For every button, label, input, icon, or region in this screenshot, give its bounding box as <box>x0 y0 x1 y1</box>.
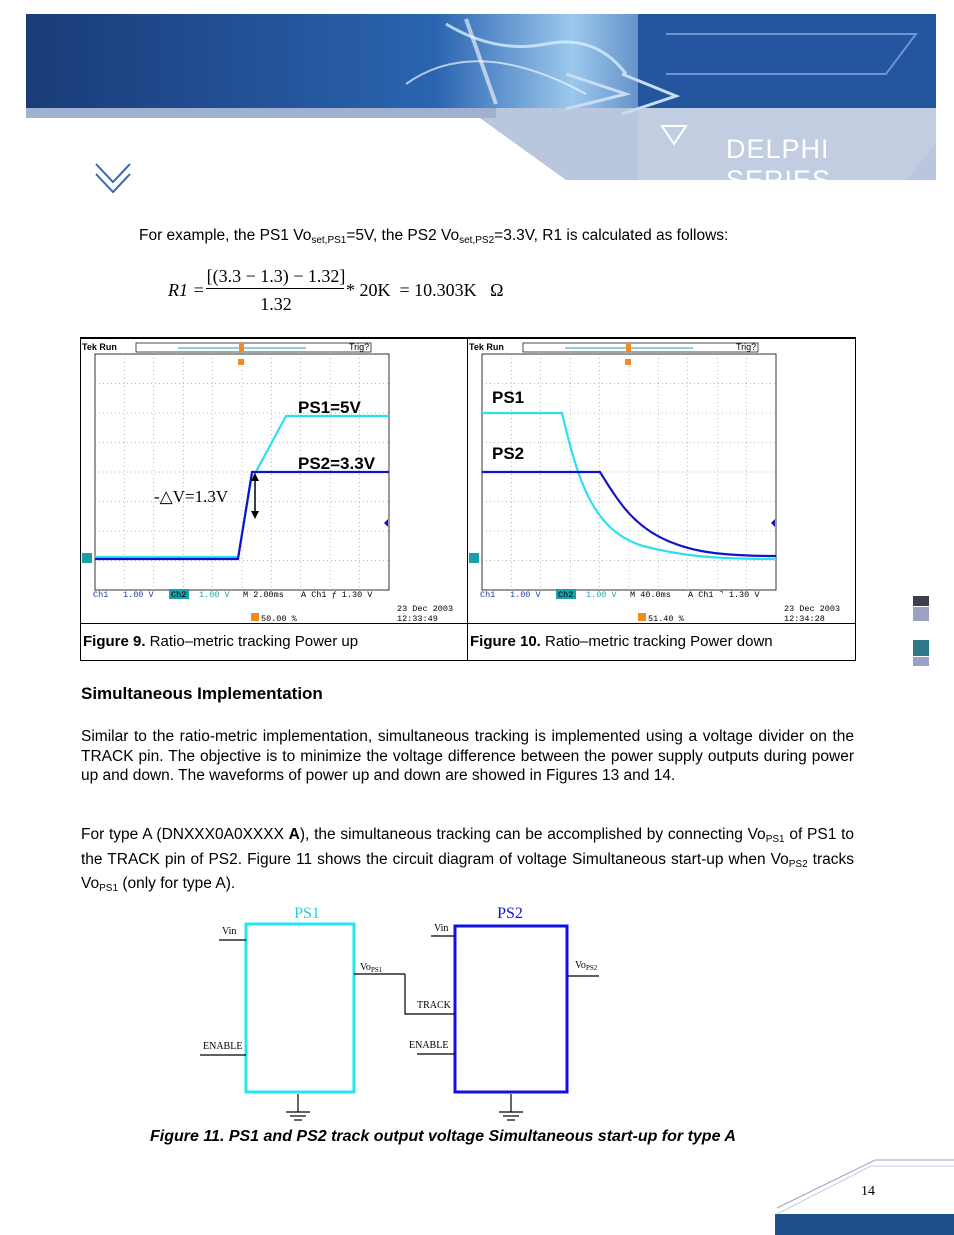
section-paragraph-1: Similar to the ratio-metric implementation, simultaneous tracking is implemented using a voltage divider on the TRACK pin. The objective is to minimize the voltage difference between the power supply outputs during power up and down. The waveforms of power up and down are showed in Figures 13 and 14. <box>81 728 854 784</box>
equation-lhs: R1 = <box>168 280 205 300</box>
scope-power-down <box>468 341 853 623</box>
svg-text:12:33:49: 12:33:49 <box>397 614 438 623</box>
ps2-title: PS2 <box>497 905 523 922</box>
svg-text:M 2.00ms: M 2.00ms <box>243 590 284 600</box>
fraction-bar <box>206 288 344 289</box>
side-tab <box>913 607 929 621</box>
svg-text:TRACK: TRACK <box>417 1000 451 1011</box>
svg-text:Ch1: Ch1 <box>480 590 496 600</box>
ps2-block <box>455 926 567 1092</box>
side-tab <box>913 596 929 606</box>
ps1-title: PS1 <box>294 905 320 922</box>
scope2-trig: Trig? <box>736 342 757 352</box>
svg-text:Vin: Vin <box>434 923 449 934</box>
channel2-marker-icon <box>469 553 479 563</box>
label-ps2: PS2 <box>492 444 525 463</box>
header-banner <box>26 14 936 195</box>
figure11-caption: Figure 11. PS1 and PS2 track output voltage Simultaneous start-up for type A <box>150 1128 736 1145</box>
figure9-caption: Figure 9. Ratio–metric tracking Power up <box>83 633 359 650</box>
scope2-status: Tek Run <box>469 342 504 352</box>
svg-text:1.00 V: 1.00 V <box>199 590 230 600</box>
svg-text:M 40.0ms: M 40.0ms <box>630 590 671 600</box>
svg-text:Ch2: Ch2 <box>171 590 187 600</box>
equation-numerator: [(3.3 − 1.3) − 1.32] <box>206 266 346 286</box>
svg-text:ENABLE: ENABLE <box>203 1041 243 1052</box>
svg-text:ENABLE: ENABLE <box>409 1040 449 1051</box>
svg-text:51.40 %: 51.40 % <box>648 614 684 623</box>
ps2-trace <box>95 472 389 559</box>
ps1-block <box>246 924 354 1092</box>
equation-denominator: 1.32 <box>260 294 292 314</box>
svg-text:1.00 V: 1.00 V <box>586 590 617 600</box>
scope1-trig: Trig? <box>349 342 370 352</box>
label-ps1: PS1 <box>492 388 525 407</box>
svg-text:VoPS2: $Vo_{PS2}$ <box>575 960 598 972</box>
channel2-marker-icon <box>82 553 92 563</box>
circuit-diagram <box>195 900 615 1128</box>
svg-text:VoPS1: $Vo_{PS1}$ <box>360 962 383 974</box>
svg-text:12:34:28: 12:34:28 <box>784 614 825 623</box>
ground-icon <box>499 1094 523 1120</box>
section-paragraph-2: For type A (DNXXX0A0XXXX A), the simultaneous tracking can be accomplished by connecting $Vo_{PS1}$ of PS1 to the TRACK pin of PS2. Figure 11 shows the circuit diagram of voltage Simultaneous start-up when $Vo_{PS2}$ tracks $Vo_{PS1}$ (only for type A). <box>81 826 854 894</box>
section-heading: Simultaneous Implementation <box>81 684 323 703</box>
svg-text:1.00 V: 1.00 V <box>510 590 541 600</box>
svg-text:50.00 %: 50.00 % <box>261 614 297 623</box>
ground-icon <box>286 1094 310 1120</box>
side-tab <box>913 657 929 666</box>
side-tab <box>913 640 929 656</box>
svg-text:23 Dec 2003: 23 Dec 2003 <box>784 604 841 614</box>
label-ps2: PS2=3.3V <box>298 454 376 473</box>
chevron-down-icon <box>94 160 132 196</box>
table-divider-horizontal <box>81 623 855 624</box>
ps2-trace <box>482 472 776 556</box>
svg-text:1.00 V: 1.00 V <box>123 590 154 600</box>
figure10-caption: Figure 10. Ratio–metric tracking Power down <box>470 633 773 650</box>
svg-text:Ch2: Ch2 <box>558 590 574 600</box>
page-number: 14 <box>861 1184 875 1199</box>
brand-title: DELPHI SERIES <box>726 134 832 195</box>
scope1-status: Tek Run <box>82 342 117 352</box>
scope-power-up <box>81 341 466 623</box>
trigger-marker-icon <box>626 343 631 352</box>
figure-table <box>80 337 856 661</box>
svg-text:Ch1: Ch1 <box>93 590 109 600</box>
intro-text: For example, the PS1 $Vo_{set,PS1}=5V$, the PS2 $Vo_{set,PS2}=3.3V$, R1 is calculated as follows: <box>139 227 729 246</box>
svg-text:Vin: Vin <box>222 926 237 937</box>
equation <box>168 266 528 316</box>
svg-text:A Ch1 ⌝ 1.30 V: A Ch1 ⌝ 1.30 V <box>688 590 760 600</box>
delta-v-label: -△V=1.3V <box>154 487 229 506</box>
equation-rhs: * 20K = 10.303K Ω <box>346 280 504 300</box>
svg-text:23 Dec 2003: 23 Dec 2003 <box>397 604 454 614</box>
trigger-marker-icon <box>239 343 244 352</box>
svg-text:A Ch1 ƒ 1.30 V: A Ch1 ƒ 1.30 V <box>301 590 373 600</box>
label-ps1: PS1=5V <box>298 398 361 417</box>
